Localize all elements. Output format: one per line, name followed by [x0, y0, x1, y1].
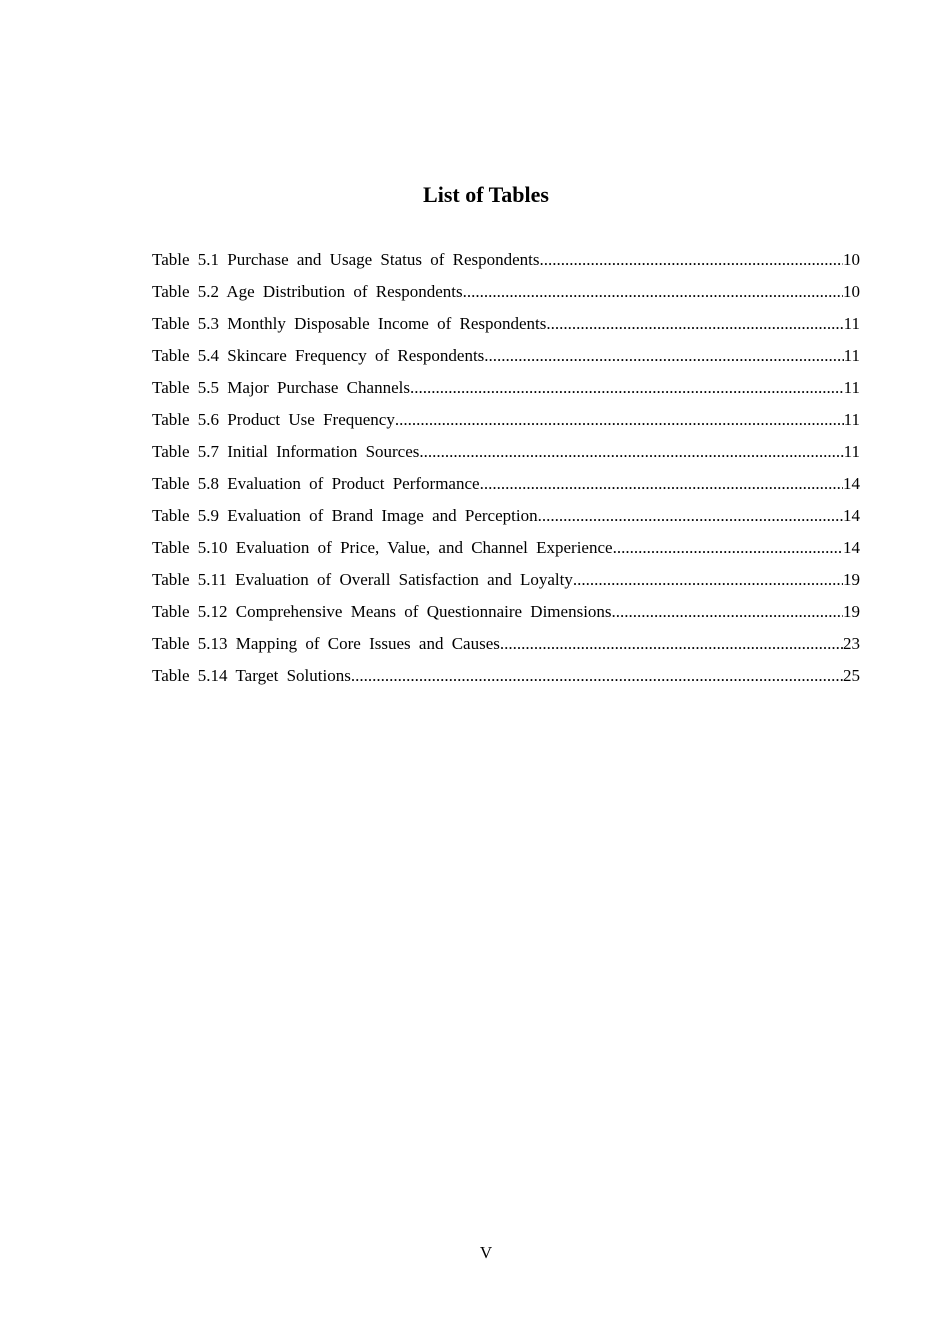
toc-entry-number: Table 5.6 — [152, 410, 220, 429]
toc-entry[interactable] — [152, 279, 860, 311]
toc-entry-number: Table 5.4 — [152, 346, 220, 365]
toc-entry-text: Major Purchase Channels — [227, 378, 410, 397]
toc-entry-text: Purchase and Usage Status of Respondents — [227, 250, 540, 269]
toc-entry-text: Evaluation of Overall Satisfaction and Loyalty — [235, 570, 573, 589]
toc-entry-text: Evaluation of Price, Value, and Channel Experience — [235, 538, 613, 557]
toc-dot-leader — [546, 311, 843, 337]
toc-entry-number: Table 5.9 — [152, 506, 220, 525]
toc-entry-number: Table 5.8 — [152, 474, 220, 493]
toc-entry-label — [152, 311, 546, 337]
toc-entry-number: Table 5.5 — [152, 378, 220, 397]
toc-entry-page: 25 — [843, 666, 860, 685]
toc-dot-leader — [538, 503, 843, 529]
toc-entry[interactable] — [152, 663, 860, 695]
toc-entry-text: Monthly Disposable Income of Respondents — [227, 314, 547, 333]
toc-entry[interactable] — [152, 567, 860, 599]
toc-entry-label — [152, 439, 419, 465]
toc-entry[interactable] — [152, 599, 860, 631]
toc-entry-number: Table 5.12 — [152, 602, 228, 621]
toc-entry-label — [152, 279, 463, 305]
toc-entry-label — [152, 407, 395, 433]
toc-entry-number: Table 5.11 — [152, 570, 227, 589]
toc-entry-label — [152, 375, 410, 401]
toc-entry-label — [152, 663, 351, 689]
toc-entry[interactable] — [152, 343, 860, 375]
toc-dot-leader — [351, 663, 843, 689]
toc-entry-label — [152, 535, 613, 561]
toc-entry-number: Table 5.13 — [152, 634, 228, 653]
toc-entry[interactable] — [152, 311, 860, 343]
toc-entry-page: 19 — [843, 570, 860, 589]
toc-entry-text: Evaluation of Brand Image and Perception — [227, 506, 538, 525]
toc-entry-number: Table 5.2 — [152, 282, 220, 301]
toc-entry-text: Skincare Frequency of Respondents — [227, 346, 485, 365]
toc-entry-page: 14 — [843, 474, 860, 493]
toc-entry-page: 19 — [843, 602, 860, 621]
toc-entry-page: 14 — [843, 538, 860, 557]
toc-entry-text: Evaluation of Product Performance — [227, 474, 480, 493]
toc-dot-leader — [484, 343, 843, 369]
toc-entry-text: Comprehensive Means of Questionnaire Dimensions — [235, 602, 612, 621]
toc-entry-page: 23 — [843, 634, 860, 653]
page-title: List of Tables — [423, 182, 549, 207]
toc-dot-leader — [540, 247, 843, 273]
toc-entry-page: 11 — [843, 378, 860, 397]
toc-entry[interactable] — [152, 535, 860, 567]
list-of-tables — [152, 247, 860, 695]
toc-entry-number: Table 5.7 — [152, 442, 220, 461]
toc-entry-text: Target Solutions — [235, 666, 351, 685]
toc-dot-leader — [480, 471, 843, 497]
toc-entry-page: 11 — [843, 314, 860, 333]
toc-entry[interactable] — [152, 631, 860, 663]
toc-entry-text: Mapping of Core Issues and Causes — [235, 634, 500, 653]
toc-dot-leader — [419, 439, 843, 465]
toc-entry-label — [152, 471, 480, 497]
toc-entry[interactable] — [152, 471, 860, 503]
toc-entry-label — [152, 247, 540, 273]
page-number: V — [479, 1243, 493, 1262]
toc-entry[interactable] — [152, 247, 860, 279]
toc-entry-number: Table 5.10 — [152, 538, 228, 557]
toc-entry-page: 11 — [843, 346, 860, 365]
toc-dot-leader — [500, 631, 843, 657]
toc-entry-label — [152, 567, 573, 593]
toc-entry-number: Table 5.14 — [152, 666, 228, 685]
toc-dot-leader — [573, 567, 843, 593]
toc-entry-label — [152, 631, 500, 657]
toc-entry-page: 10 — [843, 250, 860, 269]
toc-entry-page: 11 — [843, 442, 860, 461]
toc-entry-text: Age Distribution of Respondents — [226, 282, 463, 301]
toc-entry[interactable] — [152, 375, 860, 407]
toc-entry-page: 14 — [843, 506, 860, 525]
toc-entry-text: Initial Information Sources — [227, 442, 420, 461]
toc-entry-number: Table 5.3 — [152, 314, 220, 333]
toc-entry-label — [152, 343, 484, 369]
toc-dot-leader — [613, 535, 843, 561]
toc-entry[interactable] — [152, 439, 860, 471]
toc-dot-leader — [463, 279, 843, 305]
toc-entry-label — [152, 599, 612, 625]
toc-entry-label — [152, 503, 538, 529]
toc-entry-page: 11 — [843, 410, 860, 429]
toc-entry-number: Table 5.1 — [152, 250, 220, 269]
toc-entry-text: Product Use Frequency — [227, 410, 395, 429]
toc-entry-page: 10 — [843, 282, 860, 301]
toc-entry[interactable] — [152, 407, 860, 439]
toc-dot-leader — [410, 375, 844, 401]
toc-dot-leader — [612, 599, 843, 625]
toc-dot-leader — [395, 407, 844, 433]
toc-entry[interactable] — [152, 503, 860, 535]
